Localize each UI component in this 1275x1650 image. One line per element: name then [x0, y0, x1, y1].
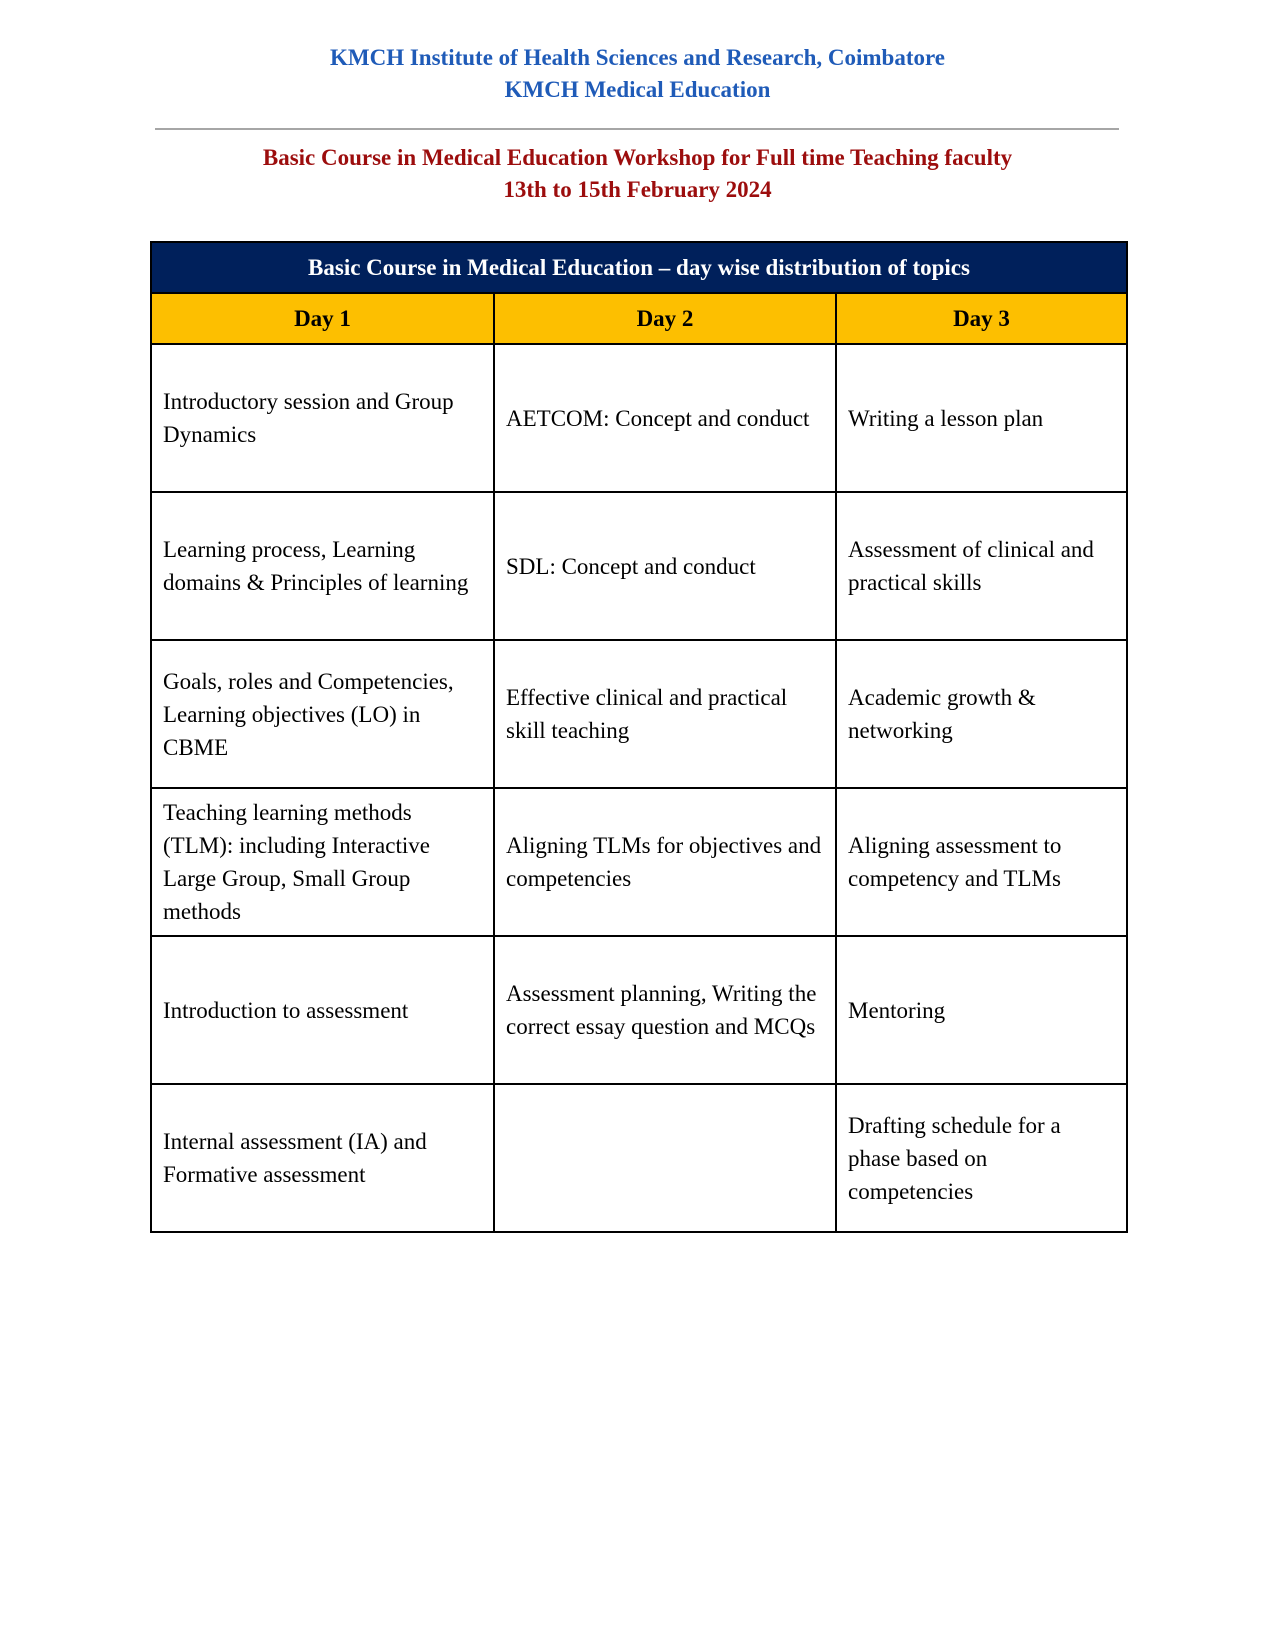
topic-cell: AETCOM: Concept and conduct [494, 344, 836, 492]
topic-cell: SDL: Concept and conduct [494, 492, 836, 640]
course-title: Basic Course in Medical Education Workshop for Full time Teaching faculty [262, 145, 1013, 170]
course-heading [0, 142, 1275, 206]
topic-cell: Assessment planning, Writing the correct essay question and MCQs [494, 936, 836, 1084]
topic-cell: Teaching learning methods (TLM): including Interactive Large Group, Small Group methods [151, 788, 494, 936]
topic-cell: Learning process, Learning domains & Principles of learning [151, 492, 494, 640]
schedule-table [150, 241, 1128, 1233]
topic-cell: Introductory session and Group Dynamics [151, 344, 494, 492]
table-row [151, 492, 1127, 640]
topic-cell: Goals, roles and Competencies, Learning objectives (LO) in CBME [151, 640, 494, 788]
header-divider [155, 128, 1119, 130]
document-header [0, 42, 1275, 106]
column-header-day-2: Day 2 [494, 293, 836, 344]
topic-cell: Aligning TLMs for objectives and competencies [494, 788, 836, 936]
column-header-day-3: Day 3 [836, 293, 1127, 344]
empty-topic-cell [494, 1084, 836, 1232]
course-dates: 13th to 15th February 2024 [503, 177, 772, 202]
department-name: KMCH Medical Education [504, 77, 771, 102]
column-header-day-1: Day 1 [151, 293, 494, 344]
topic-cell: Internal assessment (IA) and Formative assessment [151, 1084, 494, 1232]
topic-cell: Assessment of clinical and practical skills [836, 492, 1127, 640]
topic-cell: Writing a lesson plan [836, 344, 1127, 492]
table-row [151, 1084, 1127, 1232]
topic-cell: Mentoring [836, 936, 1127, 1084]
table-row [151, 640, 1127, 788]
topic-cell: Introduction to assessment [151, 936, 494, 1084]
institute-name: KMCH Institute of Health Sciences and Research, Coimbatore [330, 45, 945, 70]
topic-cell: Academic growth & networking [836, 640, 1127, 788]
topic-cell: Aligning assessment to competency and TLMs [836, 788, 1127, 936]
day-header-row [151, 293, 1127, 344]
topic-cell: Drafting schedule for a phase based on competencies [836, 1084, 1127, 1232]
table-row [151, 344, 1127, 492]
table-title-row [151, 242, 1127, 293]
table-row [151, 788, 1127, 936]
table-title: Basic Course in Medical Education – day wise distribution of topics [151, 242, 1127, 293]
table-row [151, 936, 1127, 1084]
topic-cell: Effective clinical and practical skill teaching [494, 640, 836, 788]
